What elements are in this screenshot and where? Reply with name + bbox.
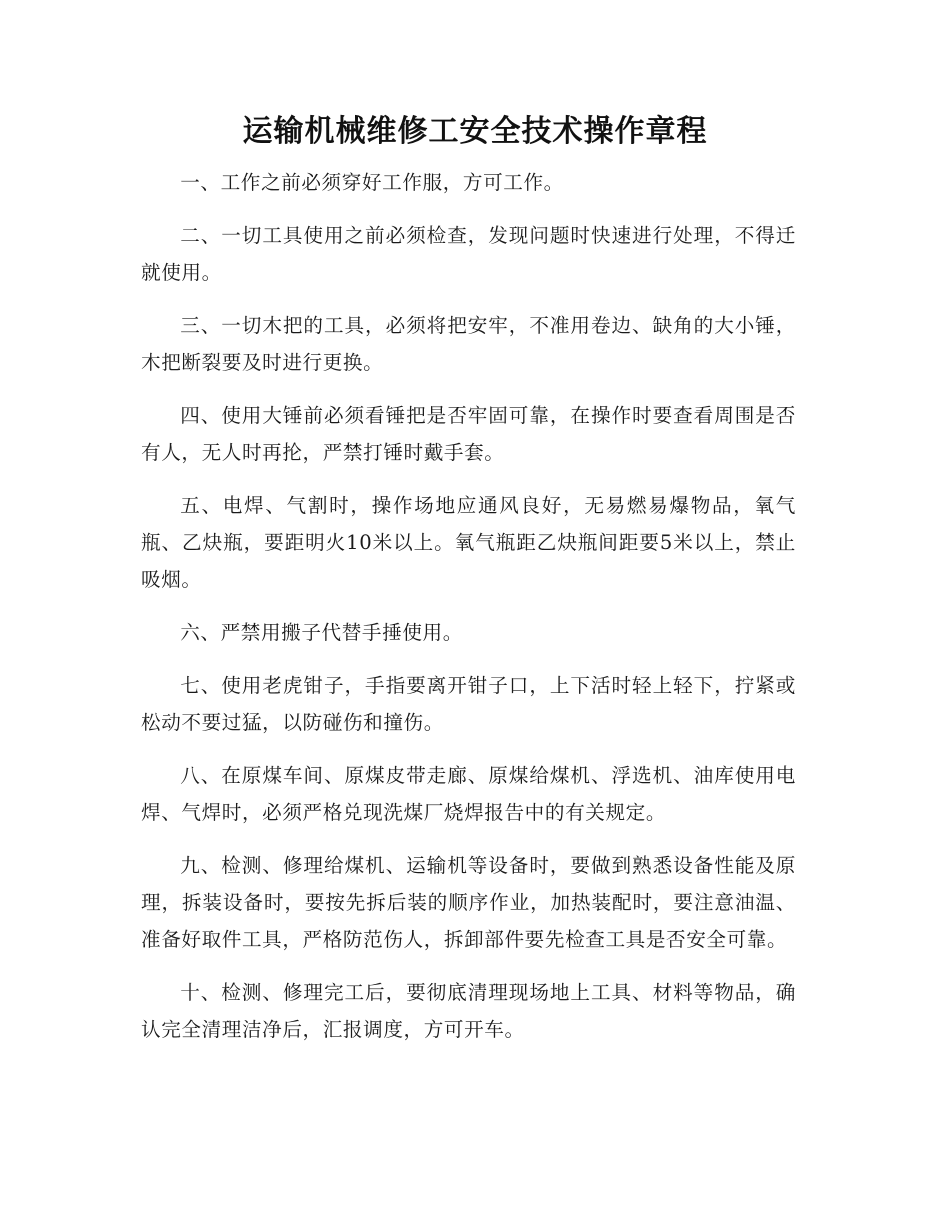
paragraph-6: 六、严禁用搬子代替手捶使用。	[180, 621, 463, 644]
paragraph-5: 五、电焊、气割时，操作场地应通风良好，无易燃易爆物品，氧气瓶、乙炔瓶，要距明火10米以上。氧气瓶距乙炔瓶间距要5米以上，禁止吸烟。	[141, 494, 796, 591]
paragraph-7: 七、使用老虎钳子，手指要离开钳子口，上下活时轻上轻下，拧紧或松动不要过猛，以防碰伤和撞伤。	[141, 674, 796, 734]
paragraph-1: 一、工作之前必须穿好工作服，方可工作。	[180, 171, 564, 194]
paragraph-4: 四、使用大锤前必须看锤把是否牢固可靠，在操作时要查看周围是否有人，无人时再抡，严禁打锤时戴手套。	[141, 404, 796, 464]
paragraph-2: 二、一切工具使用之前必须检查，发现问题时快速进行处理，不得迁就使用。	[141, 224, 796, 284]
paragraph-9: 九、检测、修理给煤机、运输机等设备时，要做到熟悉设备性能及原理，拆装设备时，要按先拆后装的顺序作业，加热装配时，要注意油温、准备好取件工具，严格防范伤人，拆卸部件要先检查工具是否安全可靠。	[141, 854, 796, 951]
paragraph-8: 八、在原煤车间、原煤皮带走廊、原煤给煤机、浮选机、油库使用电焊、气焊时，必须严格兑现洗煤厂烧焊报告中的有关规定。	[141, 764, 796, 824]
document-title: 运输机械维修工安全技术操作章程	[242, 114, 708, 149]
document-body	[141, 164, 796, 1064]
paragraph-10: 十、检测、修理完工后，要彻底清理现场地上工具、材料等物品，确认完全清理洁净后，汇报调度，方可开车。	[141, 981, 796, 1041]
paragraph-3: 三、一切木把的工具，必须将把安牢，不准用卷边、缺角的大小锤，木把断裂要及时进行更换。	[141, 314, 796, 374]
